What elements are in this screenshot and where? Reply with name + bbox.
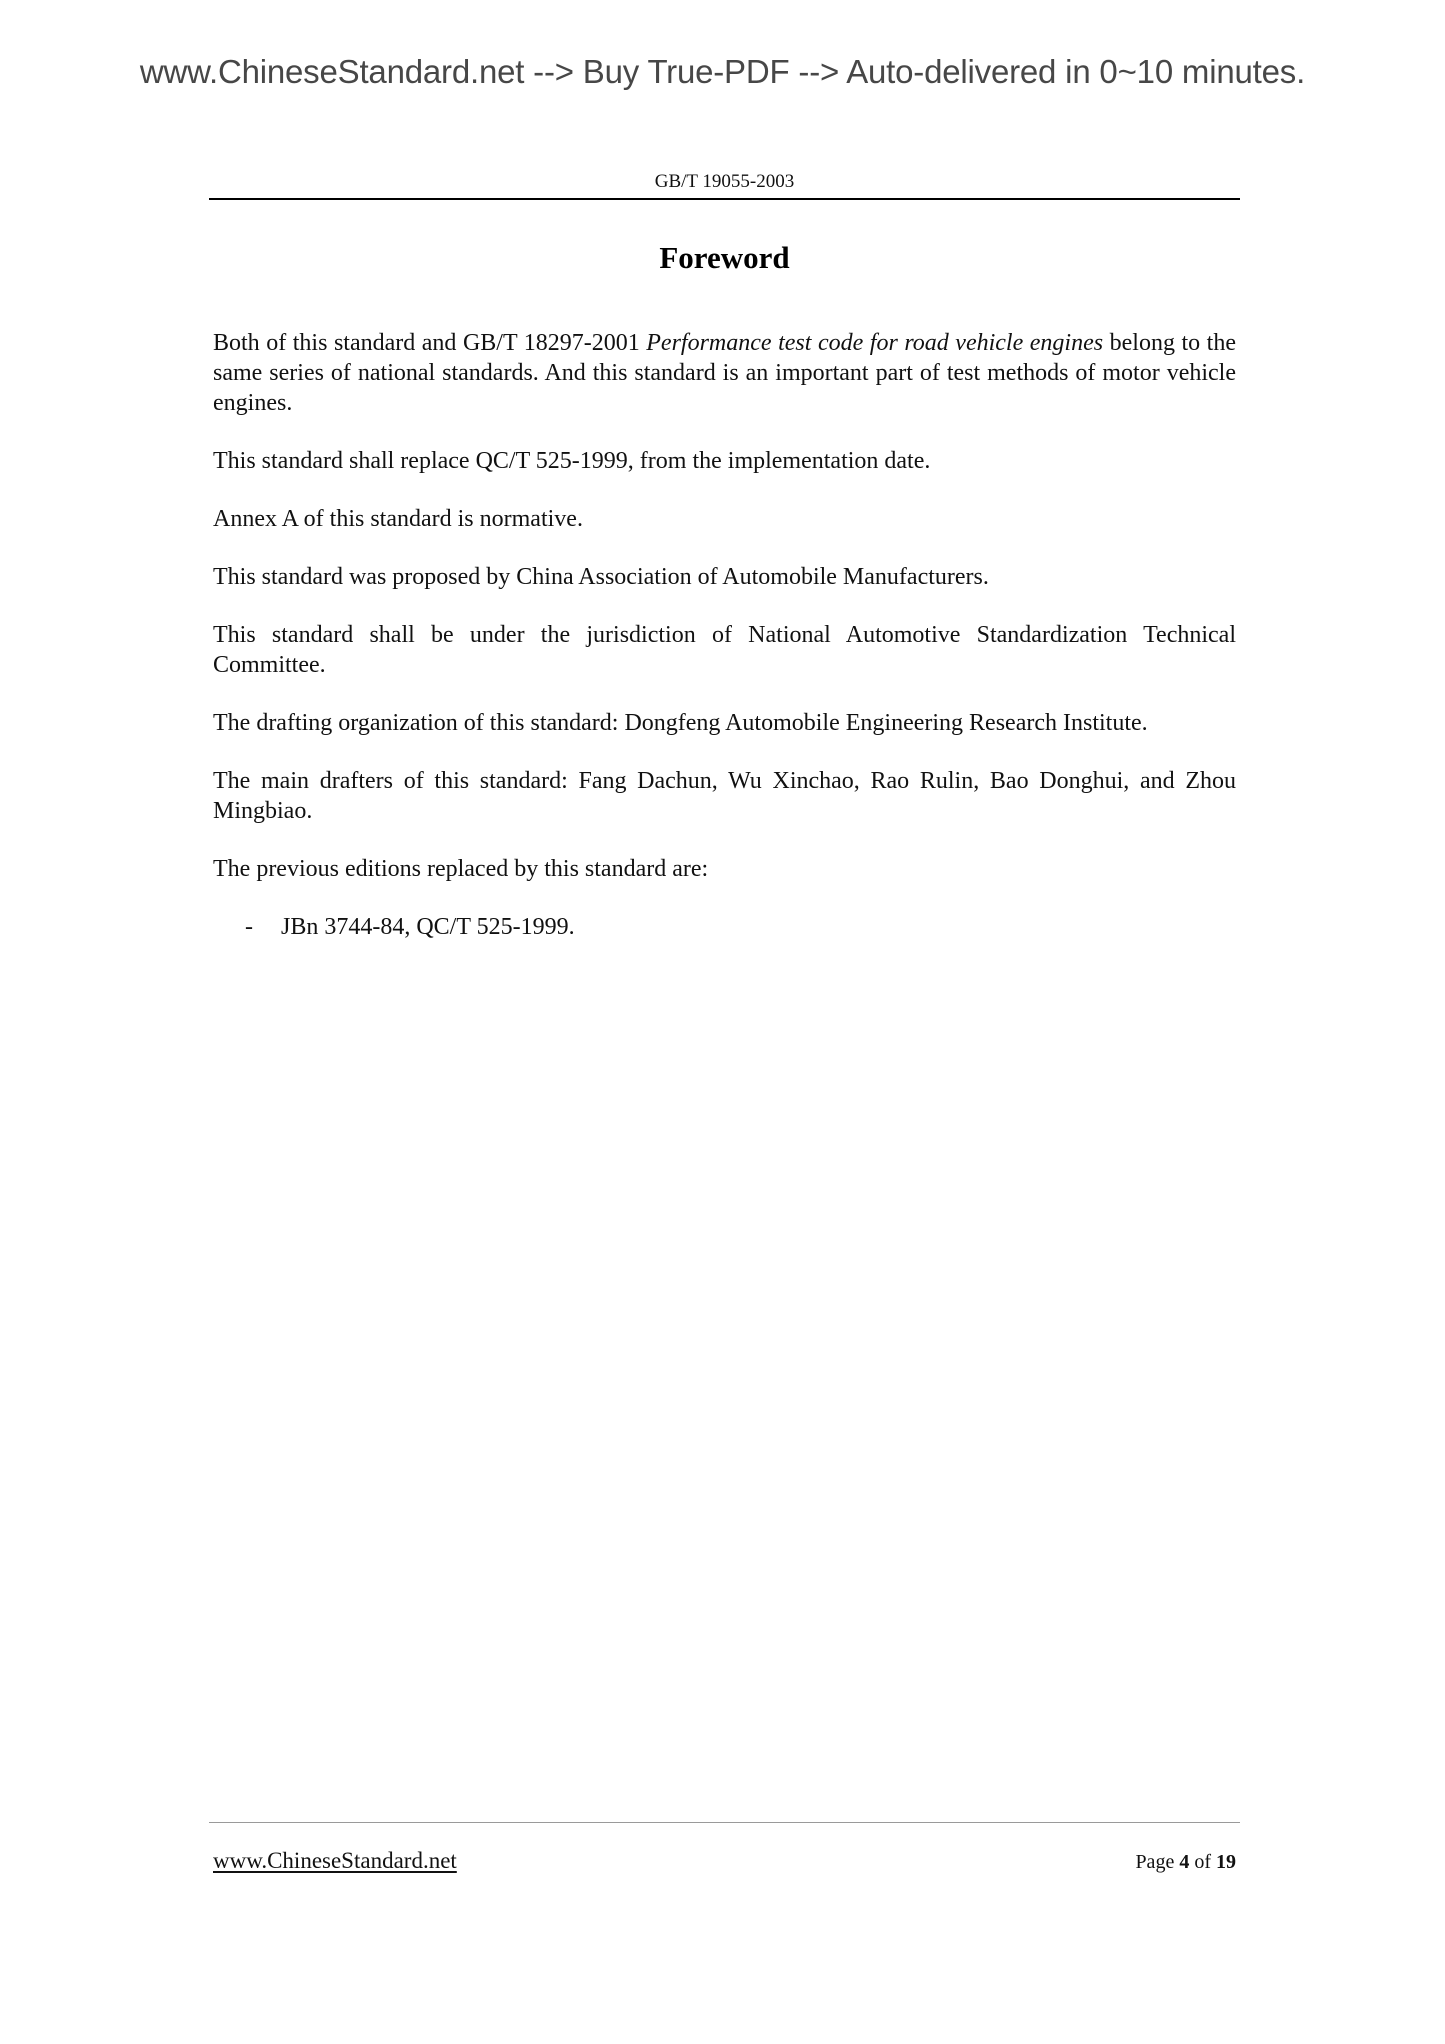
header-divider [209, 198, 1240, 200]
list-item-text: JBn 3744-84, QC/T 525-1999. [281, 914, 575, 940]
paragraph-previous-editions: The previous editions replaced by this standard are: [213, 856, 709, 882]
paragraph-jurisdiction: This standard shall be under the jurisdiction of National Automotive Standardization Technical Committee. [213, 622, 1236, 678]
paragraph-proposer: This standard was proposed by China Association of Automobile Manufacturers. [213, 564, 989, 590]
page-of-label: of [1194, 1851, 1211, 1873]
promo-banner: www.ChineseStandard.net --> Buy True-PDF --> Auto-delivered in 0~10 minutes. [139, 53, 1306, 90]
previous-editions-list [213, 912, 1236, 942]
paragraph-replacement: This standard shall replace QC/T 525-1999, from the implementation date. [213, 448, 931, 474]
page-title: Foreword [659, 240, 790, 275]
paragraph-annex: Annex A of this standard is normative. [213, 506, 583, 532]
paragraph-drafting-organization: The drafting organization of this standard: Dongfeng Automobile Engineering Research Institute. [213, 710, 1148, 736]
footer-divider [209, 1822, 1240, 1823]
list-item [213, 912, 1236, 942]
standard-code-header: GB/T 19055-2003 [654, 171, 795, 192]
paragraph-series [213, 328, 1236, 418]
paragraph-drafters: The main drafters of this standard: Fang Dachun, Wu Xinchao, Rao Rulin, Bao Donghui, and Zhou Mingbiao. [213, 768, 1236, 824]
website-link[interactable]: www.ChineseStandard.net [213, 1848, 457, 1873]
foreword-body [213, 328, 1236, 942]
page-current: 4 [1179, 1851, 1190, 1873]
paragraph-series-before: Both of this standard and GB/T 18297-2001 [213, 330, 647, 356]
dash-bullet-icon: - [245, 914, 253, 940]
page-label: Page [1135, 1851, 1175, 1873]
page-total: 19 [1216, 1851, 1236, 1873]
paragraph-series-after: belong to the same series of national standards. And this standard is an important part of test methods of motor vehicle engines. [213, 330, 1236, 416]
page-number [1135, 1849, 1236, 1875]
referenced-standard-title: Performance test code for road vehicle engines [646, 330, 1104, 356]
